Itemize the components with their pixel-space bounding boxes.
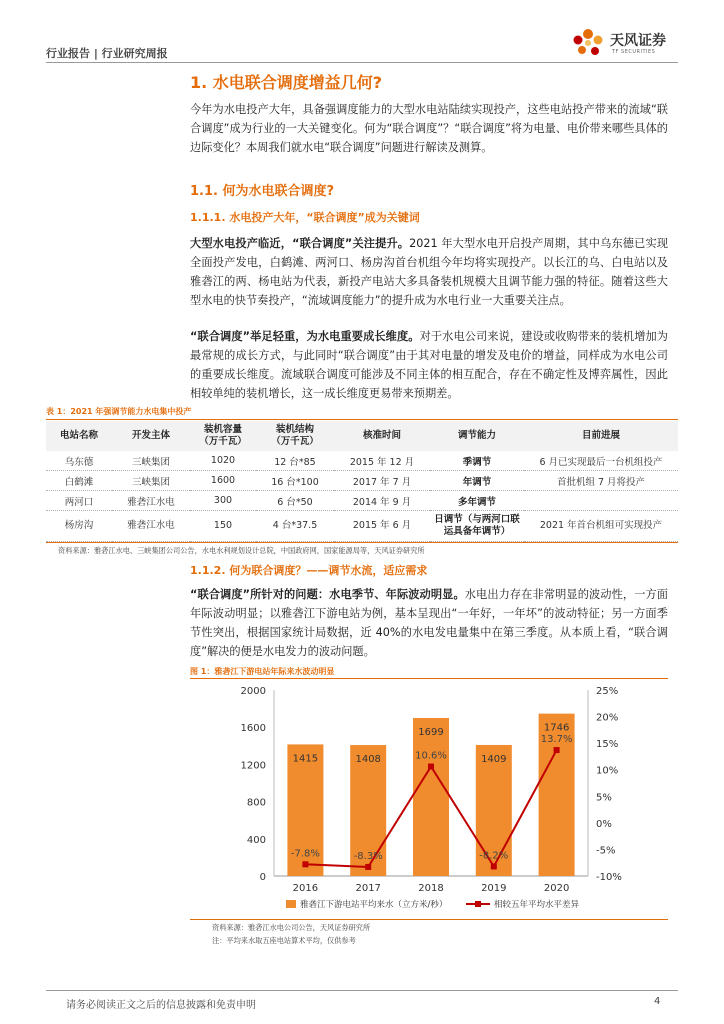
- paragraph-2-body: 对于水电公司来说，建设或收购带来的装机增加为最常规的成长方式，与此同时“联合调度”由于其对电量的增发及电价的增益，同样成为水电公司的重要成长维度。流域联合调度可能涉及不同主体的相互配合，存在不确定性及博弈属性，因此相较单纯的装机增长，这一成长维度更易带来预期差。: [190, 330, 668, 400]
- figure-bottom-rule: [190, 919, 668, 920]
- paragraph-2-lead: “联合调度”举足轻重，为水电重要成长维度。: [190, 330, 420, 343]
- water-flow-chart: [190, 680, 668, 918]
- section-1-title: 1. 水电联合调度增益几何?: [190, 73, 383, 92]
- paragraph-3: [190, 585, 668, 661]
- section-1-1-2-title: 1.1.2. 何为联合调度？——调节水流，适应需求: [190, 564, 428, 577]
- cell: 12 台*85: [256, 451, 334, 471]
- cell: 多年调节: [430, 491, 524, 511]
- right-tick-label: 20%: [596, 712, 619, 724]
- cell: 季调节: [430, 451, 524, 471]
- line-point: [428, 764, 434, 770]
- company-logo: [568, 26, 608, 60]
- flower-logo-icon: [568, 26, 608, 60]
- col-header: 开发主体: [112, 421, 190, 451]
- paragraph-1-lead: 大型水电投产临近，“联合调度”关注提升。: [190, 237, 410, 250]
- table-bottom-rule: [46, 542, 678, 543]
- table-1: [46, 421, 678, 542]
- figure-note: 注：平均来水取五座电站算术平均，仅供参考: [212, 936, 356, 945]
- line-data-label: 10.6%: [415, 750, 447, 762]
- logo-en: TF SECURITIES: [612, 49, 656, 55]
- cell: 6 台*50: [256, 491, 334, 511]
- right-tick-label: -5%: [596, 845, 616, 857]
- line-data-label: 13.7%: [540, 734, 573, 746]
- bar-data-label: 1408: [355, 754, 381, 766]
- legend-line-marker: [475, 901, 481, 907]
- right-tick-label: 0%: [596, 818, 612, 830]
- cell: 300: [190, 491, 256, 511]
- cell: 白鹤滩: [46, 471, 112, 491]
- left-tick-label: 800: [246, 797, 266, 809]
- x-tick-label: 2020: [543, 883, 570, 894]
- cell: 4 台*37.5: [256, 511, 334, 542]
- cell: 1020: [190, 451, 256, 471]
- paragraph-1: [190, 234, 668, 310]
- x-tick-label: 2019: [481, 883, 507, 894]
- line-point: [491, 863, 497, 869]
- left-tick-label: 1600: [240, 723, 266, 735]
- footer-divider: [46, 990, 678, 991]
- table-top-rule: [46, 419, 678, 420]
- table-row: [46, 511, 678, 542]
- col-header: 装机结构 （万千瓦）: [256, 421, 334, 451]
- x-tick-label: 2017: [355, 883, 381, 894]
- x-tick-label: 2016: [292, 883, 319, 894]
- col-header: 电站名称: [46, 421, 112, 451]
- cell: 2014 年 9 月: [334, 491, 430, 511]
- col-header: 核准时间: [334, 421, 430, 451]
- cell: 16 台*100: [256, 471, 334, 491]
- line-point: [302, 861, 308, 867]
- line-data-label: -7.8%: [290, 848, 320, 860]
- section-1-intro: 今年为水电投产大年，具备强调度能力的大型水电站陆续实现投产，这些电站投产带来的流域“联合调度”成为行业的一大关键变化。何为“联合调度”？“联合调度”将为电量、电价带来哪些具体的边际变化？本周我们就水电“联合调度”问题进行解读及测算。: [190, 103, 668, 154]
- bar-data-label: 1746: [543, 722, 570, 734]
- page-number: 4: [654, 996, 661, 1007]
- cell: 年调节: [430, 471, 524, 491]
- paragraph-3-lead: “联合调度”所针对的问题：水电季节、年际波动明显。: [190, 588, 465, 601]
- cell: 150: [190, 511, 256, 542]
- right-tick-label: 15%: [596, 739, 619, 751]
- table-header-row: [46, 421, 678, 451]
- paragraph-1-body: 2021 年大型水电开启投产周期，其中乌东德已实现全面投产发电，白鹤滩、两河口、杨房沟首台机组今年均将实现投产。以长江的乌、白电站以及雅砻江的两、杨电站为代表，新投产电站大多具备装机规模大且调节能力强的特征。随着这些大型水电的快节奏投产，“流域调度能力”的提升成为水电行业一大重要关注点。: [190, 237, 668, 307]
- cell: 乌东德: [46, 451, 112, 471]
- cell: 6 月已实现最后一台机组投产: [524, 451, 678, 471]
- right-tick-label: -10%: [596, 872, 622, 883]
- cell: 2017 年 7 月: [334, 471, 430, 491]
- x-tick-label: 2018: [418, 883, 444, 894]
- cell: 雅砻江水电: [112, 491, 190, 511]
- table-source: 资料来源：雅砻江水电、三峡集团公司公告，水电水利规划设计总院，中国政府网，国家能源局等，天风证券研究所: [58, 546, 425, 555]
- cell: 三峡集团: [112, 471, 190, 491]
- cell: 三峡集团: [112, 451, 190, 471]
- line-point: [365, 864, 371, 870]
- legend-bar-label: 雅砻江下游电站平均来水（立方米/秒）: [300, 900, 448, 910]
- figure-1-title: 图 1：雅砻江下游电站年际来水波动明显: [190, 667, 335, 676]
- footer-disclaimer: 请务必阅读正文之后的信息披露和免责申明: [66, 1000, 256, 1011]
- logo-cn: 天风证券: [610, 33, 666, 49]
- cell: 两河口: [46, 491, 112, 511]
- col-header: 目前进展: [524, 421, 678, 451]
- legend-bar-swatch: [286, 900, 296, 908]
- cell: 杨房沟: [46, 511, 112, 542]
- table-1-title: 表 1：2021 年强调节能力水电集中投产: [46, 407, 192, 416]
- cell: 2015 年 6 月: [334, 511, 430, 542]
- cell: 雅砻江水电: [112, 511, 190, 542]
- legend-line-label: 相较五年平均水平差异: [494, 900, 580, 910]
- cell: [524, 491, 678, 511]
- table-row: [46, 471, 678, 491]
- line-data-label: -8.2%: [479, 850, 509, 862]
- left-tick-label: 400: [246, 834, 266, 846]
- line-point: [554, 747, 560, 753]
- table-row: [46, 451, 678, 471]
- cell: 日调节（与两河口联运具备年调节）: [430, 511, 524, 542]
- bar-data-label: 1415: [292, 753, 319, 765]
- bar-data-label: 1409: [481, 753, 507, 765]
- cell: 2015 年 12 月: [334, 451, 430, 471]
- paragraph-2: [190, 327, 668, 403]
- line-data-label: -8.3%: [353, 850, 383, 862]
- section-1-1-1-title: 1.1.1. 水电投产大年，“联合调度”成为关键词: [190, 211, 420, 224]
- col-header: 装机容量 （万千瓦）: [190, 421, 256, 451]
- right-tick-label: 5%: [596, 792, 612, 804]
- cell: 2021 年首台机组可实现投产: [524, 511, 678, 542]
- paragraph-3-body: 水电出力存在非常明显的波动性，一方面年际波动明显；以雅砻江下游电站为例，基本呈现出“一年好，一年坏”的波动特征；另一方面季节性突出，根据国家统计局数据，近 40%的水电发电量集中在第三季度。从本质上看，“联合调度”解决的便是水电发力的波动问题。: [190, 588, 668, 658]
- right-tick-label: 25%: [596, 686, 619, 697]
- col-header: 调节能力: [430, 421, 524, 451]
- table-row: [46, 491, 678, 511]
- header-divider: [46, 62, 678, 63]
- left-tick-label: 1200: [240, 760, 266, 772]
- section-1-1-title: 1.1. 何为水电联合调度?: [190, 184, 335, 199]
- figure-source: 资料来源：雅砻江水电公司公告，天风证券研究所: [212, 923, 371, 932]
- bar-data-label: 1699: [418, 726, 444, 738]
- left-tick-label: 0: [259, 872, 266, 883]
- right-tick-label: 10%: [596, 765, 619, 777]
- figure-top-rule: [190, 678, 668, 679]
- cell: 1600: [190, 471, 256, 491]
- cell: 首批机组 7 月将投产: [524, 471, 678, 491]
- report-category: 行业报告 | 行业研究周报: [46, 47, 168, 60]
- bar: [413, 718, 449, 876]
- left-tick-label: 2000: [240, 686, 266, 697]
